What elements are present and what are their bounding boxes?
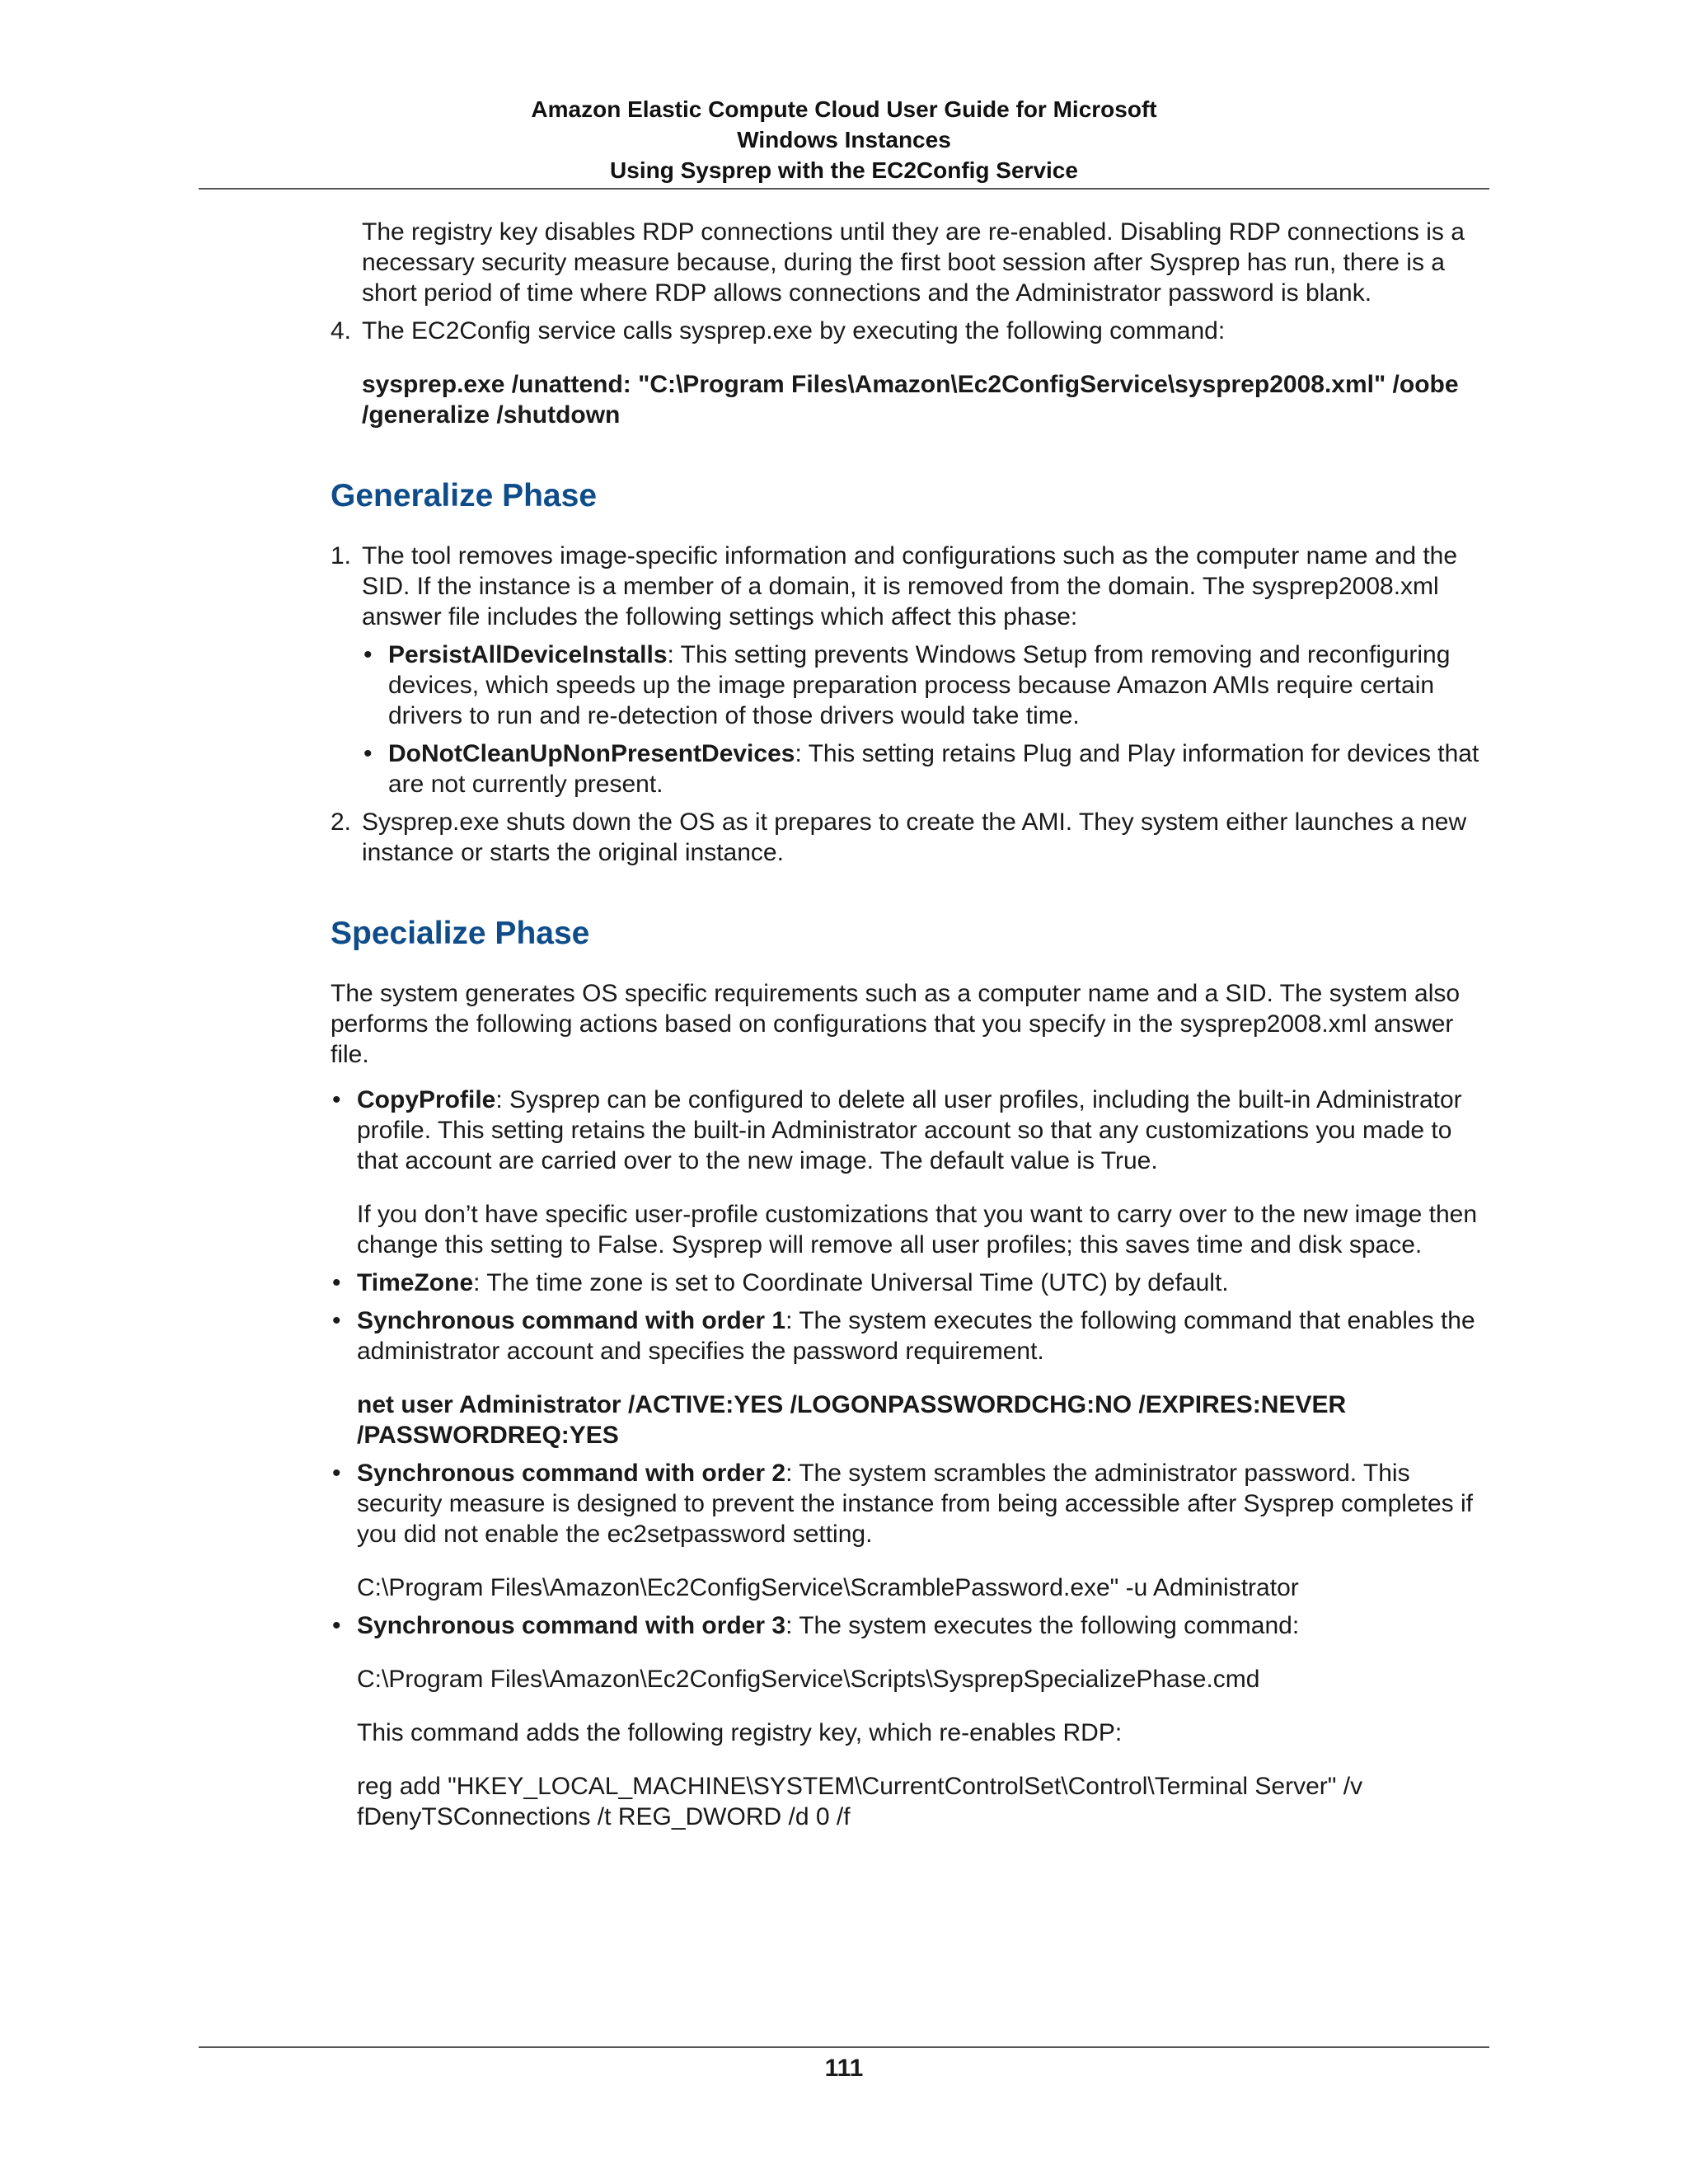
setting-term: Synchronous command with order 2 [357,1460,786,1487]
copy-profile-note: If you don’t have specific user-profile customizations that you want to carry over to the new image then change this setting to False. Sysprep will remove all user profiles; this saves time and disk space. [357,1201,1478,1258]
setting-term: Synchronous command with order 3 [357,1612,786,1639]
bullet-marker: • [332,1086,341,1113]
page-body [331,217,1493,1832]
header-divider [199,188,1489,190]
sync-command-order-1 [331,1305,1493,1451]
setting-description: : This setting retains Plug and Play information for devices that are not currently present. [388,740,1479,798]
setting-term: CopyProfile [357,1086,496,1113]
setting-copy-profile [331,1085,1493,1260]
header-line-2: Windows Instances [737,127,951,152]
generalize-step-2 [331,807,1493,868]
specialize-phase-script: C:\Program Files\Amazon\Ec2ConfigService\Scripts\SysprepSpecializePhase.cmd [357,1666,1260,1693]
bullet-marker: • [332,1307,341,1334]
generalize-phase-heading: Generalize Phase [331,478,598,513]
setting-description: : The system executes the following command: [785,1612,1300,1639]
footer-divider [199,2046,1489,2048]
setting-description: : The system scrambles the administrator password. This security measure is designed to prevent the instance from being accessible after Sysprep completes if you did not enable the ec2setpassword setting. [357,1460,1474,1548]
step-text: Sysprep.exe shuts down the OS as it prepares to create the AMI. They system either launches a new instance or starts the original instance. [362,808,1467,866]
setting-term: Synchronous command with order 1 [357,1307,786,1334]
bullet-marker: • [363,740,373,767]
bullet-marker: • [332,1460,341,1487]
step-4 [331,316,1493,346]
registry-key-paragraph: The registry key disables RDP connections until they are re-enabled. Disabling RDP connections is a necessary security measure because, during the first boot session after Sysprep has run, there is a short period of time where RDP allows connections and the Administrator password is blank. [362,218,1465,307]
reg-add-command: reg add "HKEY_LOCAL_MACHINE\SYSTEM\CurrentControlSet\Control\Terminal Server" /v fDenyTSConnections /t REG_DWORD /d 0 /f [357,1773,1363,1830]
setting-description: : Sysprep can be configured to delete all user profiles, including the built-in Administrator profile. This setting retains the built-in Administrator account so that any customizations you made to that account are carried over to the new image. The default value is True. [357,1086,1462,1174]
setting-term: PersistAllDeviceInstalls [388,641,668,668]
specialize-intro: The system generates OS specific requirements such as a computer name and a SID. The system also performs the following actions based on configurations that you specify in the sysprep2008.xml answer file. [331,980,1461,1068]
step-text: The tool removes image-specific information and configurations such as the computer name and the SID. If the instance is a member of a domain, it is removed from the domain. The sysprep2008.xml answer file includes the following settings which affect this phase: [362,542,1458,630]
step-number: 2. [331,808,352,836]
bullet-marker: • [332,1269,341,1296]
step-text: The EC2Config service calls sysprep.exe by executing the following command: [362,317,1226,344]
sync-command-order-3 [331,1610,1493,1832]
step-number: 1. [331,542,352,569]
generalize-step-1 [331,541,1493,632]
setting-term: TimeZone [357,1269,474,1296]
header-line-1: Amazon Elastic Compute Cloud User Guide for Microsoft [531,96,1157,122]
setting-description: : The time zone is set to Coordinate Universal Time (UTC) by default. [473,1269,1229,1296]
step-number: 4. [331,317,352,344]
setting-description: : The system executes the following command that enables the administrator account and specifies the password requirement. [357,1307,1475,1365]
running-header [199,94,1489,185]
setting-description: : This setting prevents Windows Setup from removing and reconfiguring devices, which speeds up the image preparation process because Amazon AMIs require certain drivers to run and re-detection of those drivers would take time. [388,641,1451,729]
setting-do-not-clean-up [331,738,1493,799]
setting-persist-all-device-installs [331,640,1493,731]
registry-note: This command adds the following registry key, which re-enables RDP: [357,1719,1123,1746]
specialize-phase-heading: Specialize Phase [331,916,590,951]
setting-time-zone [331,1268,1493,1298]
sysprep-command: sysprep.exe /unattend: "C:\Program Files\Amazon\Ec2ConfigService\sysprep2008.xml" /oobe /generalize /shutdown [362,371,1459,429]
sync-command-order-2 [331,1458,1493,1603]
header-line-3: Using Sysprep with the EC2Config Service [610,157,1078,183]
scramble-password-command: C:\Program Files\Amazon\Ec2ConfigService\ScramblePassword.exe" -u Administrator [357,1574,1299,1601]
bullet-marker: • [363,641,373,668]
setting-term: DoNotCleanUpNonPresentDevices [388,740,795,767]
page-number: 111 [824,2055,864,2082]
net-user-command: net user Administrator /ACTIVE:YES /LOGONPASSWORDCHG:NO /EXPIRES:NEVER /PASSWORDREQ:YES [357,1391,1347,1449]
bullet-marker: • [332,1612,341,1639]
